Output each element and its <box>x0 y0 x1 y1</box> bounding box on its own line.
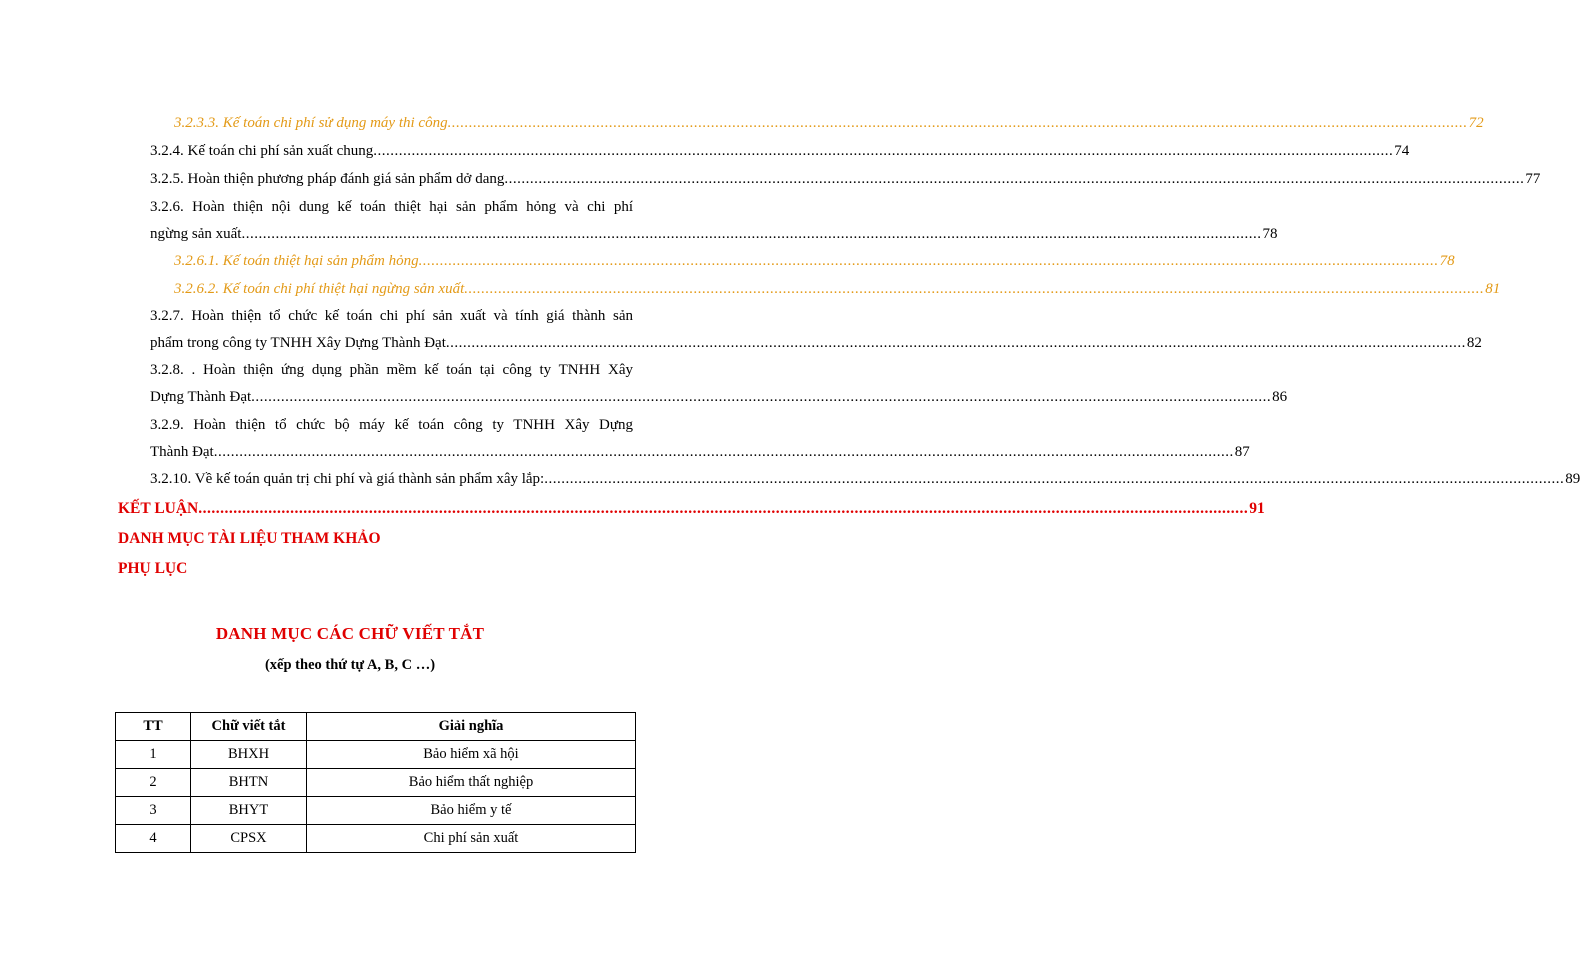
toc-text: . Hoàn thiện ứng dụng phần mềm kế toán tại công ty TNHH Xây <box>191 362 634 378</box>
toc-entry-3-2-5[interactable] <box>150 166 1541 193</box>
toc-text-cont: Dựng Thành Đạt <box>150 389 252 405</box>
toc-page: 82 <box>1466 335 1482 351</box>
toc-text: Kế toán chi phí thiệt hại ngừng sản xuất <box>222 281 465 297</box>
cell-abbreviation: BHTN <box>191 769 307 797</box>
toc-page: 87 <box>1234 444 1250 460</box>
toc-page: 91 <box>1249 500 1265 517</box>
toc-page: 89 <box>1565 471 1580 487</box>
toc-leader-dots <box>448 110 1468 137</box>
toc-text: KẾT LUẬN <box>118 500 199 517</box>
toc-entry-references[interactable]: DANH MỤC TÀI LIỆU THAM KHẢO <box>118 530 381 547</box>
toc-text: Kế toán chi phí sản xuất chung <box>187 143 374 159</box>
toc-text: Hoàn thiện phương pháp đánh giá sản phẩm dở dang <box>187 171 505 187</box>
cell-abbreviation: BHYT <box>191 797 307 825</box>
toc-number: 3.2.5. <box>150 171 184 187</box>
toc-leader-dots <box>241 221 1261 248</box>
table-row <box>116 741 636 769</box>
toc-entry-appendix[interactable]: PHỤ LỤC <box>118 560 188 577</box>
toc-page: 77 <box>1525 171 1541 187</box>
toc-leader-dots <box>251 384 1271 411</box>
toc-leader-dots <box>198 495 1248 522</box>
table-row <box>116 797 636 825</box>
header-tt: TT <box>116 713 191 741</box>
toc-entry-3-2-9-line2[interactable] <box>150 439 1250 466</box>
toc-entry-3-2-6-1[interactable] <box>174 248 1455 275</box>
toc-entry-3-2-6-line1[interactable] <box>150 194 633 221</box>
toc-number: 3.2.7. <box>150 308 184 324</box>
toc-text: Hoàn thiện tổ chức kế toán chi phí sản xuất và tính giá thành sản <box>191 308 634 324</box>
toc-text: Hoàn thiện nội dung kế toán thiệt hại sản phẩm hỏng và chi phí <box>192 199 633 215</box>
toc-leader-dots <box>464 276 1484 303</box>
toc-number: 3.2.9. <box>150 417 184 433</box>
cell-abbreviation: BHXH <box>191 741 307 769</box>
toc-entry-3-2-3-3[interactable] <box>174 110 1484 137</box>
toc-page: 78 <box>1262 226 1278 242</box>
toc-page: 74 <box>1394 143 1410 159</box>
cell-meaning: Bảo hiểm thất nghiệp <box>307 769 636 797</box>
cell-abbreviation: CPSX <box>191 825 307 853</box>
toc-number: 3.2.3.3. <box>174 115 219 131</box>
cell-meaning: Chi phí sản xuất <box>307 825 636 853</box>
cell-tt: 3 <box>116 797 191 825</box>
toc-leader-dots <box>544 466 1564 493</box>
toc-number: 3.2.6.2. <box>174 281 219 297</box>
toc-number: 3.2.4. <box>150 143 184 159</box>
table-row <box>116 825 636 853</box>
toc-text-cont: Thành Đạt <box>150 444 214 460</box>
toc-text-cont: phẩm trong công ty TNHH Xây Dựng Thành Đạt <box>150 335 446 351</box>
toc-number: 3.2.6. <box>150 199 184 215</box>
cell-tt: 1 <box>116 741 191 769</box>
toc-entry-conclusion[interactable] <box>118 495 1265 522</box>
toc-text: Hoàn thiện tổ chức bộ máy kế toán công ty TNHH Xây Dựng <box>193 417 634 433</box>
toc-text-cont: ngừng sản xuất <box>150 226 242 242</box>
toc-entry-3-2-9-line1[interactable] <box>150 412 633 439</box>
cell-meaning: Bảo hiểm xã hội <box>307 741 636 769</box>
toc-entry-3-2-6-2[interactable] <box>174 276 1501 303</box>
abbreviations-title: DANH MỤC CÁC CHỮ VIẾT TẮT <box>215 624 485 643</box>
cell-meaning: Bảo hiểm y tế <box>307 797 636 825</box>
toc-page: 86 <box>1272 389 1288 405</box>
toc-leader-dots <box>214 439 1234 466</box>
toc-text: Kế toán thiệt hại sản phẩm hỏng <box>222 253 419 269</box>
toc-leader-dots <box>446 330 1466 357</box>
toc-entry-3-2-8-line2[interactable] <box>150 384 1288 411</box>
toc-entry-3-2-6-line2[interactable] <box>150 221 1278 248</box>
toc-entry-3-2-8-line1[interactable] <box>150 357 633 384</box>
toc-entry-3-2-4[interactable] <box>150 138 1410 165</box>
table-row <box>116 769 636 797</box>
cell-tt: 2 <box>116 769 191 797</box>
toc-leader-dots <box>373 138 1393 165</box>
toc-page: 72 <box>1468 115 1484 131</box>
abbreviations-table <box>115 712 636 853</box>
toc-text: Về kế toán quản trị chi phí và giá thành sản phẩm xây lắp: <box>194 471 545 487</box>
toc-number: 3.2.10. <box>150 471 192 487</box>
abbreviations-subtitle: (xếp theo thứ tự A, B, C …) <box>264 657 436 673</box>
toc-page: 78 <box>1439 253 1455 269</box>
toc-number: 3.2.8. <box>150 362 184 378</box>
toc-page: 81 <box>1485 281 1501 297</box>
toc-text: Kế toán chi phí sử dụng máy thi công <box>222 115 448 131</box>
toc-leader-dots <box>504 166 1524 193</box>
header-meaning: Giải nghĩa <box>307 713 636 741</box>
cell-tt: 4 <box>116 825 191 853</box>
toc-number: 3.2.6.1. <box>174 253 219 269</box>
toc-entry-3-2-7-line1[interactable] <box>150 303 633 330</box>
table-header-row <box>116 713 636 741</box>
toc-leader-dots <box>419 248 1439 275</box>
toc-entry-3-2-7-line2[interactable] <box>150 330 1482 357</box>
header-abbreviation: Chữ viết tắt <box>191 713 307 741</box>
toc-entry-3-2-10[interactable] <box>150 466 1580 493</box>
